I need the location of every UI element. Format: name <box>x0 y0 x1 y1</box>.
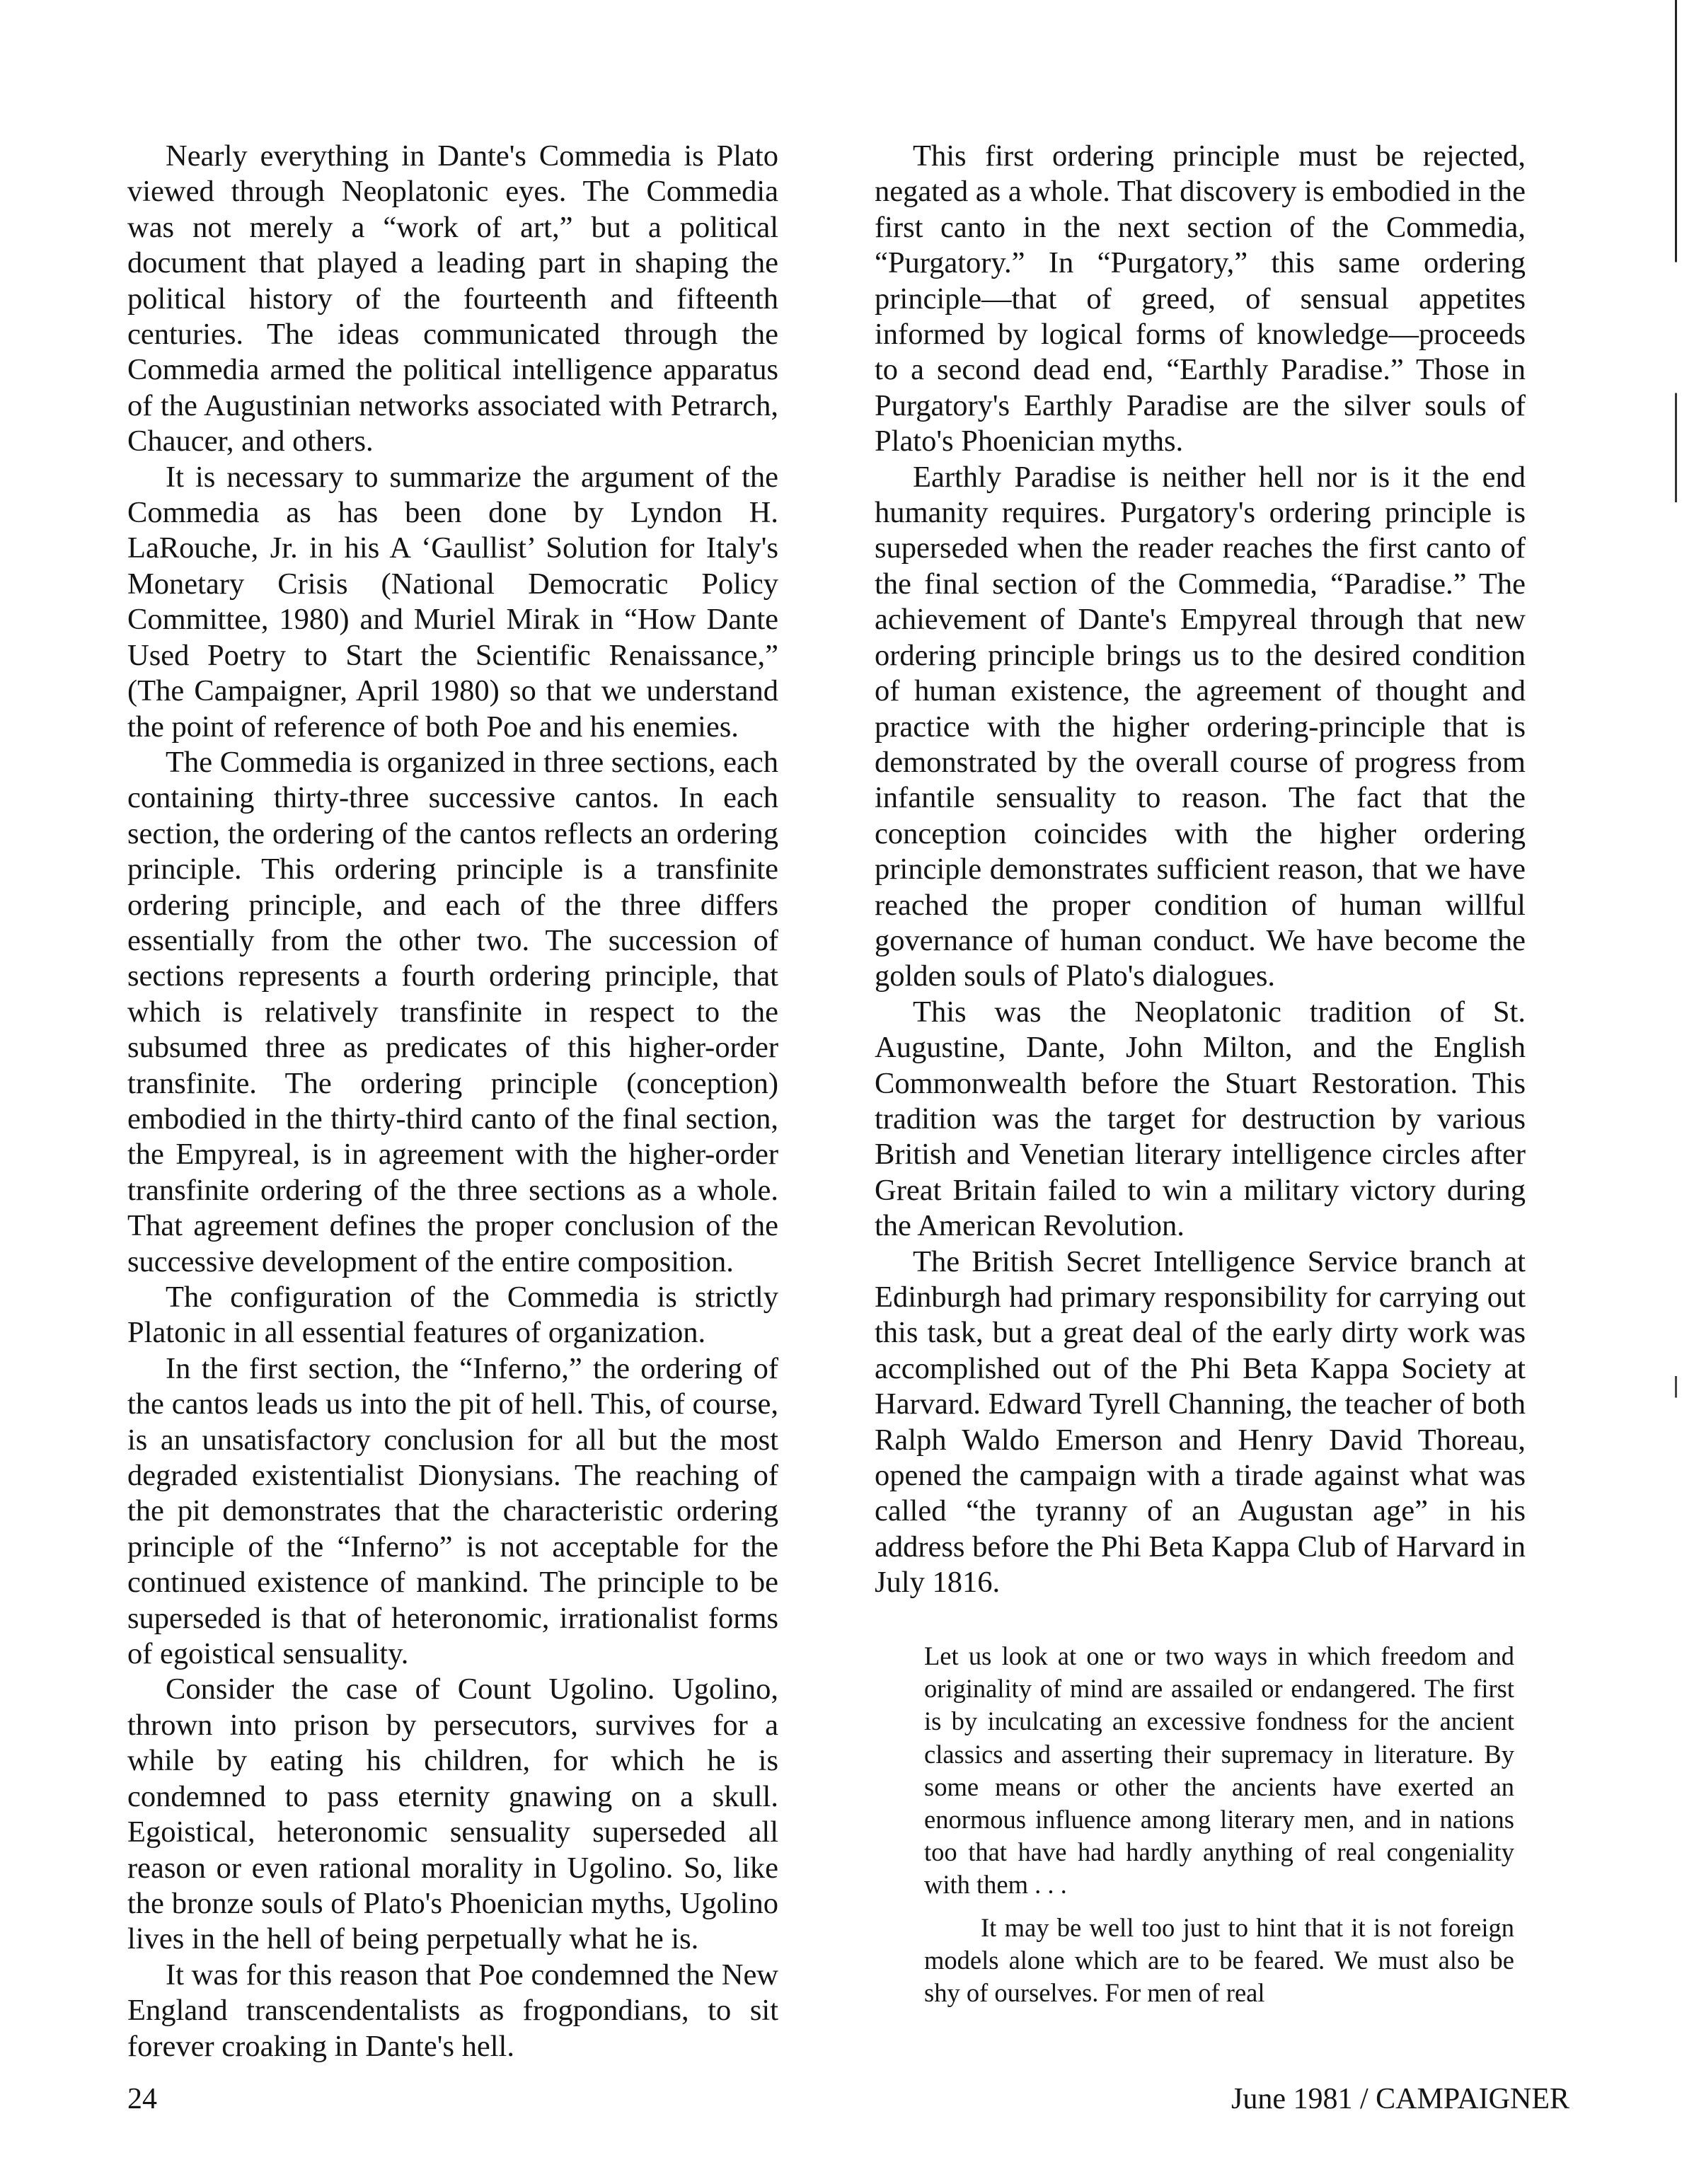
scan-edge-line <box>1675 0 1677 2184</box>
block-quote <box>924 1640 1514 2009</box>
paragraph: The British Secret Intelligence Service branch at Edinburgh had primary responsibility for carrying out this task, but a great deal of the early dirty work was accomplished out of the Phi Beta Kappa Society at Harvard. Edward Tyrell Channing, the teacher of both Ralph Waldo Emerson and Henry David Thoreau, opened the campaign with a tirade against what was called “the tyranny of an Augustan age” in his address before the Phi Beta Kappa Club of Harvard in July 1816. <box>875 1244 1526 1600</box>
running-footer: June 1981 / CAMPAIGNER <box>1231 2083 1569 2115</box>
paragraph: This first ordering principle must be rejected, negated as a whole. That discovery is embodied in the first canto in the next section of the Commedia, “Purgatory.” In “Purgatory,” this same ordering principle—that of greed, of sensual appetites informed by logical forms of knowledge—proceeds to a second dead end, “Earthly Paradise.” Those in Purgatory's Earthly Paradise are the silver souls of Plato's Phoenician myths. <box>875 139 1526 458</box>
paragraph: Nearly everything in Dante's Commedia is Plato viewed through Neoplatonic eyes. The Commedia was not merely a “work of art,” but a political document that played a leading part in shaping the political history of the fourteenth and fifteenth centuries. The ideas communicated through the Commedia armed the political intelligence apparatus of the Augustinian networks associated with Petrarch, Chaucer, and others. <box>127 139 778 458</box>
paragraph: In the first section, the “Inferno,” the ordering of the cantos leads us into the pit of hell. This, of course, is an unsatisfactory conclusion for all but the most degraded existentialist Dionysians. The reaching of the pit demonstrates that the characteristic ordering principle of the “Inferno” is not acceptable for the continued existence of mankind. The principle to be superseded is that of heteronomic, irrationalist forms of egoistical sensuality. <box>127 1351 778 1671</box>
page-number: 24 <box>127 2083 157 2115</box>
paragraph: The configuration of the Commedia is strictly Platonic in all essential features of organization. <box>127 1281 778 1350</box>
quote-paragraph: It may be well too just to hint that it is not foreign models alone which are to be feared. We must also be shy of ourselves. For men of real <box>924 1912 1514 2008</box>
right-column <box>875 139 1526 1601</box>
left-column <box>127 139 778 2064</box>
paragraph: Earthly Paradise is neither hell nor is it the end humanity requires. Purgatory's ordering principle is superseded when the reader reaches the first canto of the final section of the Commedia, “Paradise.” The achievement of Dante's Empyreal through that new ordering principle brings us to the desired condition of human existence, the agreement of thought and practice with the higher ordering-principle that is demonstrated by the overall course of progress from infantile sensuality to reason. The fact that the conception coincides with the higher ordering principle demonstrates sufficient reason, that we have reached the proper condition of human willful governance of human conduct. We have become the golden souls of Plato's dialogues. <box>875 460 1526 993</box>
paragraph: The Commedia is organized in three sections, each containing thirty-three successive cantos. In each section, the ordering of the cantos reflects an ordering principle. This ordering principle is a transfinite ordering principle, and each of the three differs essentially from the other two. The succession of sections represents a fourth ordering principle, that which is relatively transfinite in respect to the subsumed three as predicates of this higher-order transfinite. The ordering principle (conception) embodied in the thirty-third canto of the final section, the Empyreal, is in agreement with the higher-order transfinite ordering of the three sections as a whole. That agreement defines the proper conclusion of the successive development of the entire composition. <box>127 745 778 1278</box>
paragraph: It was for this reason that Poe condemned the New England transcendentalists as frogpondians, to sit forever croaking in Dante's hell. <box>127 1958 778 2063</box>
paragraph: It is necessary to summarize the argument of the Commedia as has been done by Lyndon H. LaRouche, Jr. in his A ‘Gaullist’ Solution for Italy's Monetary Crisis (National Democratic Policy Committee, 1980) and Muriel Mirak in “How Dante Used Poetry to Start the Scientific Renaissance,” (The Campaigner, April 1980) so that we understand the point of reference of both Poe and his enemies. <box>127 460 778 744</box>
paragraph: Consider the case of Count Ugolino. Ugolino, thrown into prison by persecutors, survives for a while by eating his children, for which he is condemned to pass eternity gnawing on a skull. Egoistical, heteronomic sensuality superseded all reason or even rational morality in Ugolino. So, like the bronze souls of Plato's Phoenician myths, Ugolino lives in the hell of being perpetually what he is. <box>127 1672 778 1956</box>
quote-paragraph: Let us look at one or two ways in which freedom and originality of mind are assailed or endangered. The first is by inculcating an excessive fondness for the ancient classics and asserting their supremacy in literature. By some means or other the ancients have exerted an enormous influence among literary men, and in nations too that have had hardly anything of real congeniality with them . . . <box>924 1641 1514 1900</box>
paragraph: This was the Neoplatonic tradition of St. Augustine, Dante, John Milton, and the English Commonwealth before the Stuart Restoration. This tradition was the target for destruction by various British and Venetian literary intelligence circles after Great Britain failed to win a military victory during the American Revolution. <box>875 995 1526 1243</box>
